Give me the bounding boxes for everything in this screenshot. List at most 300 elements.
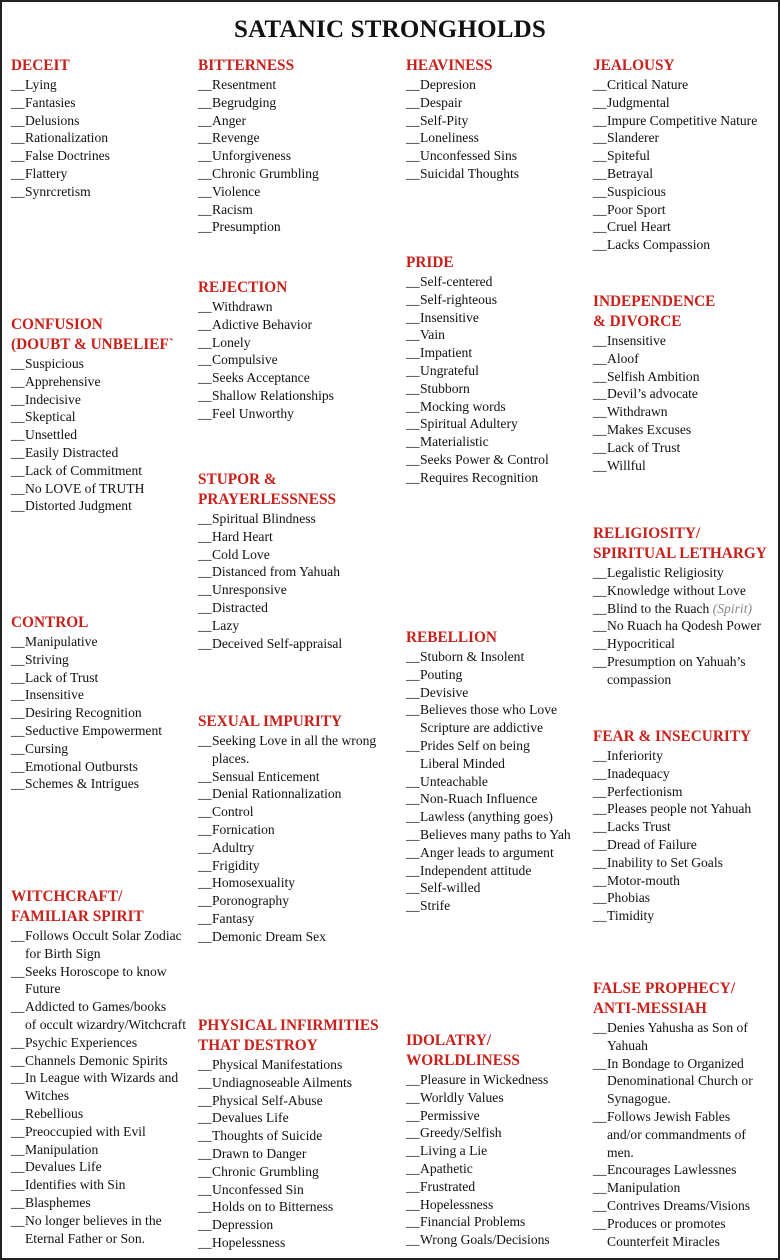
checklist-item-text: Depresion — [420, 77, 476, 92]
checklist-item — [198, 546, 403, 564]
checklist-item — [593, 218, 780, 236]
checklist-item — [406, 1124, 594, 1142]
checklist-item — [198, 821, 403, 839]
section-physical-infirmities — [198, 1016, 403, 1252]
checklist-item-text: Suspicious — [25, 356, 84, 371]
checklist-item-text: Insensitive — [420, 309, 479, 325]
checklist-item — [406, 1160, 594, 1178]
checklist-item — [11, 94, 199, 112]
checklist-item-text: Suicidal Thoughts — [420, 165, 520, 181]
checklist-item-text: Hypocritical — [607, 636, 675, 652]
checklist-item — [406, 862, 594, 880]
section-title: FALSE PROPHECY/ ANTI-MESSIAH — [593, 980, 736, 1017]
checklist-item-text: Cursing — [25, 740, 69, 756]
checklist-item — [11, 1069, 199, 1105]
checklist-item-text: Stubborn — [420, 380, 470, 396]
checklist-item-text: Unresponsive — [212, 582, 287, 598]
checklist — [11, 76, 199, 201]
checklist-item — [198, 94, 403, 112]
checklist-item — [11, 462, 199, 480]
checklist-item — [198, 928, 403, 946]
checklist-item-text: Apprehensive — [25, 373, 101, 389]
checklist-item — [593, 1161, 780, 1179]
checklist-item — [593, 76, 780, 94]
checklist-item — [198, 201, 403, 219]
checklist-item — [11, 355, 199, 373]
checklist-item — [593, 600, 780, 618]
checklist-item-text: Wrong Goals/Decisions — [420, 1232, 550, 1248]
checklist-item-text: Encourages Lawlessnes — [607, 1162, 737, 1178]
checklist-item-text: Strife — [420, 898, 451, 914]
checklist-item-text: Flattery — [25, 165, 68, 181]
checklist-item — [11, 927, 199, 963]
checklist-item-text: Poronography — [212, 893, 290, 909]
checklist-item — [406, 1178, 594, 1196]
checklist-item-text: Independent attitude — [420, 862, 532, 878]
checklist — [406, 1071, 594, 1249]
checklist-item — [406, 879, 594, 897]
section-title: REBELLION — [406, 629, 497, 646]
checklist-item — [406, 844, 594, 862]
checklist-item-text: Violence — [212, 183, 261, 199]
checklist-item-text: Inability to Set Goals — [607, 854, 723, 870]
checklist-item-text: Permissive — [420, 1107, 480, 1123]
checklist-item-text: Compulsive — [212, 352, 278, 368]
checklist-item — [11, 722, 199, 740]
checklist-item-text: Lack of Trust — [25, 669, 99, 685]
checklist-item-text: In Bondage to Organized Denominational Church or Synagogue. — [607, 1055, 753, 1107]
section-title: PRIDE — [406, 254, 454, 271]
checklist-item-text: Depression — [212, 1217, 274, 1233]
checklist-item — [406, 451, 594, 469]
section-title: IDOLATRY/ WORLDLINESS — [406, 1032, 520, 1069]
checklist-item — [406, 112, 594, 130]
checklist-item — [11, 129, 199, 147]
checklist-item-text: Financial Problems — [420, 1214, 526, 1230]
checklist-item-text: Worldly Values — [420, 1089, 504, 1105]
checklist-item — [593, 783, 780, 801]
checklist-item-text: Seeking Love in all the wrong places. — [212, 733, 377, 766]
checklist-item-text: Pouting — [420, 666, 463, 682]
section-fear-insecurity — [593, 727, 780, 925]
section-heaviness — [406, 56, 594, 183]
checklist-item-text: Seeks Acceptance — [212, 370, 310, 386]
checklist-item — [198, 387, 403, 405]
checklist-item — [198, 147, 403, 165]
checklist-item — [406, 309, 594, 327]
checklist-item-text: No longer believes in the Eternal Father or Son. — [25, 1212, 162, 1246]
checklist — [198, 298, 403, 423]
checklist — [198, 76, 403, 236]
checklist-item — [11, 165, 199, 183]
checklist-item-text: Holds on to Bitterness — [212, 1199, 334, 1215]
checklist-item-text: Timidity — [607, 908, 655, 924]
section-title: RELIGIOSITY/ SPIRITUAL LETHARGY — [593, 525, 767, 562]
checklist-item — [11, 1123, 199, 1141]
checklist-item — [11, 426, 199, 444]
checklist-item-text: Prides Self on being Liberal Minded — [420, 737, 530, 771]
checklist-item-text: Unsettled — [25, 427, 78, 443]
checklist-item — [198, 768, 403, 786]
checklist-item — [198, 1092, 403, 1110]
checklist-item — [198, 334, 403, 352]
checklist-item-text: Sensual Enticement — [212, 768, 320, 784]
checklist-item-text: Seeks Horoscope to know Future — [25, 963, 167, 997]
checklist-item-text: Denies Yahusha as Son of Yahuah — [607, 1020, 748, 1053]
checklist-item-text: Fornication — [212, 821, 275, 837]
checklist-item — [198, 1145, 403, 1163]
checklist-item — [11, 444, 199, 462]
checklist-item — [593, 457, 780, 475]
checklist-item-text: Physical Manifestations — [212, 1057, 343, 1072]
checklist-item — [11, 1176, 199, 1194]
checklist-item-text: False Doctrines — [25, 148, 110, 164]
checklist-item-text: Perfectionism — [607, 783, 683, 799]
checklist-item-text: Poor Sport — [607, 201, 666, 217]
checklist-item-text: Motor-mouth — [607, 872, 680, 888]
checklist-item-text: Revenge — [212, 130, 260, 146]
checklist-item-text: Greedy/Selfish — [420, 1125, 502, 1141]
checklist-item — [198, 857, 403, 875]
checklist-item — [406, 433, 594, 451]
checklist-item-text: Non-Ruach Influence — [420, 791, 538, 807]
checklist-item-text: Spiritual Blindness — [212, 511, 316, 526]
checklist-item-text: In League with Wizards and Witches — [25, 1070, 179, 1104]
checklist-item-text: Desiring Recognition — [25, 705, 142, 721]
checklist-item-text: Lonely — [212, 334, 251, 350]
section-title: INDEPENDENCE & DIVORCE — [593, 293, 716, 330]
checklist-item-text: Chronic Grumbling — [212, 1163, 319, 1179]
checklist — [593, 332, 780, 474]
checklist-item-text: Homosexuality — [212, 875, 296, 891]
checklist-item — [406, 1196, 594, 1214]
checklist-item — [198, 76, 403, 94]
checklist-item-text: Racism — [212, 201, 253, 217]
checklist-item — [406, 147, 594, 165]
checklist — [11, 927, 199, 1247]
checklist-item-text: Chronic Grumbling — [212, 165, 319, 181]
checklist-item-text: Easily Distracted — [25, 444, 119, 460]
checklist-item — [593, 1179, 780, 1197]
checklist — [593, 747, 780, 925]
checklist-item-text: Seeks Power & Control — [420, 451, 549, 467]
checklist-item-text: Spiritual Adultery — [420, 416, 518, 432]
checklist-item — [198, 351, 403, 369]
checklist-item-text: No Ruach ha Qodesh Power — [607, 618, 762, 634]
checklist-item-text: Physical Self-Abuse — [212, 1092, 323, 1108]
checklist-item — [198, 528, 403, 546]
checklist-item — [198, 1056, 403, 1074]
section-rejection — [198, 278, 403, 423]
checklist-item — [406, 1142, 594, 1160]
checklist-item — [593, 818, 780, 836]
checklist-item-text: Indecisive — [25, 391, 81, 407]
section-title: CONFUSION (DOUBT & UNBELIEF` — [11, 316, 174, 353]
checklist-item-text: Withdrawn — [212, 299, 273, 314]
checklist-item — [11, 112, 199, 130]
checklist-item-text: Lawless (anything goes) — [420, 809, 553, 825]
checklist-item — [406, 469, 594, 487]
checklist — [593, 76, 780, 254]
checklist-item-text: Denial Rationnalization — [212, 786, 342, 802]
checklist-item-text: Hard Heart — [212, 528, 273, 544]
checklist-item-text: Unconfessed Sins — [420, 148, 518, 164]
checklist-item-text: Blasphemes — [25, 1194, 91, 1210]
checklist-item-text: Aloof — [607, 350, 639, 366]
section-title: PHYSICAL INFIRMITIES THAT DESTROY — [198, 1017, 379, 1054]
checklist-item — [406, 737, 594, 773]
checklist-item-text: Adultry — [212, 839, 255, 855]
checklist-item-text: Lacks Trust — [607, 819, 671, 835]
checklist-item — [198, 165, 403, 183]
checklist-item — [593, 564, 780, 582]
checklist-item — [11, 408, 199, 426]
section-title: REJECTION — [198, 279, 288, 296]
checklist-item-text: Undiagnoseable Ailments — [212, 1074, 353, 1090]
checklist-item-text: Emotional Outbursts — [25, 758, 138, 774]
checklist-item-text: Schemes & Intrigues — [25, 776, 140, 792]
section-title: DECEIT — [11, 57, 70, 74]
checklist-item-text: Requires Recognition — [420, 469, 539, 485]
page-title: SATANIC STRONGHOLDS — [234, 16, 546, 43]
checklist-item-text: Distracted — [212, 599, 268, 615]
checklist-item — [593, 747, 780, 765]
checklist-item-text: Stuborn & Insolent — [420, 649, 525, 664]
checklist-item — [593, 1108, 780, 1161]
checklist-item-text: Follows Jewish Fables and/or commandments of men. — [607, 1108, 746, 1160]
checklist-item-text: Feel Unworthy — [212, 405, 294, 421]
checklist-item — [593, 889, 780, 907]
checklist-item — [406, 773, 594, 791]
checklist-item-text: Impure Competitive Nature — [607, 112, 758, 128]
checklist-item — [593, 907, 780, 925]
checklist-item — [406, 398, 594, 416]
checklist-item-text: Control — [212, 804, 254, 820]
checklist-item-text: Lying — [25, 77, 57, 92]
checklist-item-text: Fantasy — [212, 910, 255, 926]
checklist-item — [406, 648, 594, 666]
checklist-item-text: Loneliness — [420, 130, 479, 146]
checklist-item — [406, 684, 594, 702]
checklist-item-text: Self-Pity — [420, 112, 469, 128]
section-confusion — [11, 315, 199, 515]
checklist-item — [593, 800, 780, 818]
checklist-item — [593, 147, 780, 165]
checklist-item — [406, 701, 594, 737]
checklist-item-text: Rationalization — [25, 130, 109, 146]
checklist-item — [593, 112, 780, 130]
checklist-item-text: Mocking words — [420, 398, 506, 414]
checklist-item-text: Pleases people not Yahuah — [607, 801, 752, 817]
checklist-item — [11, 740, 199, 758]
checklist-item-text: Resentment — [212, 77, 277, 92]
checklist-item-text: Synrcretism — [25, 183, 91, 199]
checklist-item — [593, 368, 780, 386]
checklist-item — [198, 785, 403, 803]
checklist-item — [11, 373, 199, 391]
checklist-item — [406, 826, 594, 844]
checklist-item-text: Believes many paths to Yah — [420, 826, 571, 842]
checklist-item — [198, 218, 403, 236]
section-title: SEXUAL IMPURITY — [198, 713, 343, 730]
checklist-item — [198, 316, 403, 334]
checklist-item — [198, 112, 403, 130]
checklist-item — [406, 273, 594, 291]
checklist-item — [406, 1071, 594, 1089]
checklist-item-text: Delusions — [25, 112, 80, 128]
checklist-item-text: Unteachable — [420, 773, 488, 789]
checklist-item-text: Skeptical — [25, 409, 76, 425]
checklist-item-text: Ungrateful — [420, 362, 479, 378]
checklist-item-text: Unforgiveness — [212, 148, 292, 164]
section-witchcraft — [11, 887, 199, 1247]
checklist-item — [593, 385, 780, 403]
checklist-item-text: Betrayal — [607, 165, 654, 181]
checklist-item — [198, 1216, 403, 1234]
checklist-item-text: Striving — [25, 651, 69, 667]
checklist-item-text: Manipulative — [25, 634, 98, 649]
checklist-item-text: Lack of Commitment — [25, 462, 143, 478]
checklist-item — [11, 391, 199, 409]
checklist-item — [593, 332, 780, 350]
checklist-item-text: Legalistic Religiosity — [607, 565, 724, 580]
checklist-item — [11, 758, 199, 776]
checklist-item — [593, 635, 780, 653]
checklist — [406, 76, 594, 183]
checklist-item — [406, 897, 594, 915]
checklist — [198, 510, 403, 652]
checklist-item — [593, 403, 780, 421]
checklist-item-text: Slanderer — [607, 130, 660, 146]
checklist-item — [406, 291, 594, 309]
checklist-item-text: Believes those who Love Scripture are addictive — [420, 702, 558, 736]
checklist-item — [406, 380, 594, 398]
checklist-item — [198, 183, 403, 201]
checklist-item — [11, 651, 199, 669]
checklist-item-text: Produces or promotes Counterfeit Miracles — [607, 1215, 726, 1249]
checklist-item — [593, 421, 780, 439]
checklist-item-text: Hopelessness — [212, 1234, 286, 1250]
checklist-item — [11, 669, 199, 687]
checklist — [406, 648, 594, 915]
checklist-item — [11, 76, 199, 94]
checklist-item — [593, 836, 780, 854]
checklist-item — [11, 1052, 199, 1070]
checklist-item-text: Adictive Behavior — [212, 316, 313, 332]
checklist-item — [198, 599, 403, 617]
checklist-item-text: Withdrawn — [607, 404, 668, 420]
section-title: CONTROL — [11, 614, 89, 631]
checklist-item-text: Self-willed — [420, 880, 481, 896]
checklist-item — [593, 1197, 780, 1215]
checklist-item — [406, 1107, 594, 1125]
checklist-item-text: Lazy — [212, 617, 240, 633]
checklist-item-text: Materialistic — [420, 434, 489, 450]
checklist — [11, 633, 199, 793]
checklist-item-text: Self-centered — [420, 274, 493, 289]
checklist-item-text: Lack of Trust — [607, 439, 681, 455]
checklist-item — [198, 129, 403, 147]
checklist-item — [11, 775, 199, 793]
checklist-item-text: Addicted to Games/books of occult wizardry/Witchcraft — [25, 999, 186, 1032]
checklist-item-text: No LOVE of TRUTH — [25, 480, 145, 496]
checklist-item — [593, 236, 780, 254]
checklist-item — [406, 326, 594, 344]
checklist-item — [11, 1194, 199, 1212]
section-title: JEALOUSY — [593, 57, 675, 74]
section-title: STUPOR & PRAYERLESSNESS — [198, 471, 337, 508]
checklist-item — [406, 129, 594, 147]
checklist-item — [593, 201, 780, 219]
checklist-item-text: Channels Demonic Spirits — [25, 1052, 168, 1068]
checklist-item — [11, 633, 199, 651]
checklist-item-text: Vain — [420, 327, 445, 343]
checklist-item — [198, 1109, 403, 1127]
checklist-item — [406, 1089, 594, 1107]
checklist-item-text: Cruel Heart — [607, 219, 671, 235]
section-independence — [593, 292, 780, 474]
checklist-item-text: Blind to the Ruach — [607, 600, 710, 616]
checklist-item — [406, 790, 594, 808]
checklist-item-text: Impatient — [420, 345, 473, 361]
checklist-item-text: Frigidity — [212, 857, 260, 873]
section-pride — [406, 253, 594, 487]
checklist-item — [198, 581, 403, 599]
checklist-item-text: Spiteful — [607, 148, 651, 164]
checklist-item-text: Begrudging — [212, 94, 277, 110]
checklist — [11, 355, 199, 515]
checklist-item-text: Seductive Empowerment — [25, 722, 163, 738]
checklist-item-text: Anger — [212, 112, 246, 128]
checklist-item — [593, 129, 780, 147]
checklist-item — [593, 94, 780, 112]
checklist-item-text: Preoccupied with Evil — [25, 1123, 146, 1139]
checklist-item — [11, 704, 199, 722]
checklist-item-text: Anger leads to argument — [420, 844, 554, 860]
section-stupor — [198, 470, 403, 652]
checklist-item-text: Demonic Dream Sex — [212, 928, 327, 944]
checklist-item-text: Selfish Ambition — [607, 368, 700, 384]
checklist-item-text: Pleasure in Wickedness — [420, 1072, 549, 1087]
checklist-item — [198, 1163, 403, 1181]
item-note: (Spirit) — [712, 600, 753, 616]
checklist-item-text: Unconfessed Sin — [212, 1181, 304, 1197]
checklist-item-text: Self-righteous — [420, 291, 498, 307]
checklist-item-text: Deceived Self-appraisal — [212, 635, 343, 651]
checklist-item-text: Insensitive — [607, 333, 666, 348]
checklist-item-text: Insensitive — [25, 687, 84, 703]
checklist-item-text: Living a Lie — [420, 1143, 488, 1159]
checklist-item — [198, 839, 403, 857]
checklist-item-text: Phobias — [607, 890, 651, 906]
checklist-item — [198, 298, 403, 316]
checklist-item-text: Follows Occult Solar Zodiac for Birth Sign — [25, 928, 182, 961]
checklist-item — [11, 1034, 199, 1052]
section-jealousy — [593, 56, 780, 254]
checklist-item-text: Judgmental — [607, 94, 670, 110]
checklist-item — [11, 1105, 199, 1123]
checklist-item — [593, 439, 780, 457]
checklist-item — [198, 563, 403, 581]
checklist-item-text: Devisive — [420, 684, 469, 700]
checklist-item-text: Critical Nature — [607, 77, 689, 92]
section-rebellion — [406, 628, 594, 915]
checklist-item-text: Despair — [420, 94, 463, 110]
checklist-item-text: Apathetic — [420, 1160, 473, 1176]
checklist-item — [11, 1212, 199, 1248]
checklist-item-text: Manipulation — [607, 1180, 681, 1196]
checklist-item — [593, 617, 780, 635]
